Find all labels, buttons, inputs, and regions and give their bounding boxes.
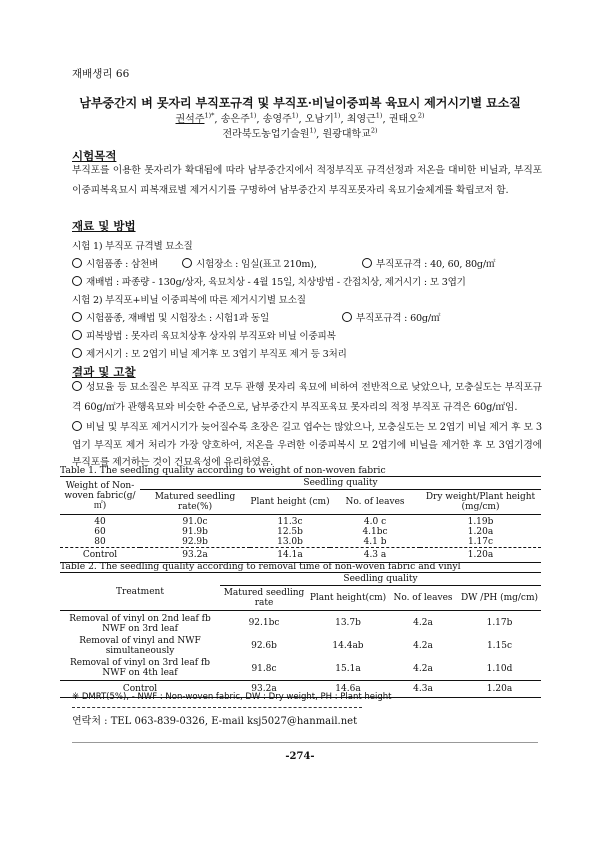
affiliation: 전라북도농업기술원$^{1)}$, 원광대학교$^{2)}$	[222, 126, 378, 140]
table2-group: Seedling quality	[220, 573, 541, 586]
exp2-cover-line	[72, 328, 336, 342]
author-mark: 1)	[375, 111, 383, 120]
table2	[60, 572, 541, 698]
table1-col-weight: Weight of Non-woven fabric(g/㎡)	[60, 477, 140, 515]
table1-cell: 1.17c	[420, 537, 541, 548]
table-row	[60, 611, 541, 636]
author-list: 권석주$^{1)*}$, 송은주$^{1)}$, 송영주$^{1)}$, 오남기$^{1)}$, 최영근$^{1)}$, 권태오$^{2)}$	[175, 111, 425, 125]
purpose-heading: 시험목적	[72, 149, 117, 163]
exp2-variety: 시험품종, 재배법 및 시험장소 : 시험1과 동일	[86, 313, 270, 324]
circle-bullet-icon	[342, 312, 352, 322]
circle-bullet-icon	[72, 330, 82, 340]
author-name: 권태오	[388, 114, 418, 125]
author-mark: 1)	[291, 111, 299, 120]
table1-cell: 93.2a	[140, 548, 250, 563]
author-name: 송영주	[262, 114, 292, 125]
circle-bullet-icon	[362, 258, 372, 268]
page-divider	[72, 742, 538, 743]
table2-col-dw: DW /PH (mg/cm)	[458, 586, 541, 611]
table1-col-dw: Dry weight/Plant height (mg/cm)	[420, 490, 541, 515]
author-mark: 2)	[417, 111, 425, 120]
exp1-variety-line	[72, 256, 158, 270]
exp2-cover: 피복방법 : 못자리 육묘치상후 상자위 부직포와 비닐 이중피복	[86, 331, 336, 342]
author-name: 오남기	[304, 114, 334, 125]
table1-cell: 4.3 a	[330, 548, 420, 563]
paper-title: 남부중간지 벼 못자리 부직포규격 및 부직포·비닐이중피복 육묘시 제거시기별 묘소질	[79, 96, 521, 110]
table2-cell: 91.8c	[220, 657, 308, 681]
affiliation-mark: 2)	[370, 126, 378, 135]
table2-cell: 92.6b	[251, 641, 277, 651]
exp1-spec-line	[362, 256, 495, 270]
table-row	[60, 527, 541, 537]
table1-cell: 4.1 b	[330, 537, 420, 548]
table2-cell: Control	[60, 681, 220, 698]
table1-cell: Control	[60, 548, 140, 563]
table1-cell: 11.3c	[277, 517, 303, 527]
circle-bullet-icon	[72, 381, 82, 391]
circle-bullet-icon	[72, 348, 82, 358]
table2-cell: 4.3a	[388, 681, 458, 698]
author-mark: 1)	[333, 111, 341, 120]
circle-bullet-icon	[72, 276, 82, 286]
table1-cell: 12.5b	[277, 527, 303, 537]
exp1-spec: 부직포규격 : 40, 60, 80g/㎡	[376, 259, 496, 270]
table-footnote: ※ DMRT(5%), - NWF : Non-woven fabric, DW : Dry weight, PH : Plant height	[72, 692, 392, 702]
affiliation-mark: 1)	[309, 126, 317, 135]
table2-cell: 15.1a	[308, 657, 388, 681]
author-mark: 1)	[249, 111, 257, 120]
circle-bullet-icon	[72, 421, 82, 431]
table1-cell: 4.1bc	[362, 527, 388, 537]
exp2-spec-line	[342, 310, 440, 324]
table1-cell: 91.9b	[182, 527, 208, 537]
table2-cell: Removal of vinyl on 2nd leaf fb NWF on 3rd leaf	[69, 614, 211, 634]
table2-cell: 1.17b	[486, 618, 513, 628]
table2-cell: 14.4ab	[332, 641, 364, 651]
table2-col-rate: Matured seedling rate	[220, 586, 308, 611]
author-name: 송은주	[220, 114, 250, 125]
table2-cell: Removal of vinyl and NWF simultaneously	[79, 636, 201, 656]
table2-cell: Removal of vinyl on 3rd leaf fb NWF on 4th leaf	[60, 657, 220, 681]
table1-cell: 13.0b	[250, 537, 330, 548]
table1-cell: 92.9b	[140, 537, 250, 548]
table1-cell: 1.20a	[467, 527, 494, 537]
exp1-title: 시험 1) 부직포 규격별 묘소질	[72, 241, 193, 252]
table1-cell: 80	[60, 537, 140, 548]
table2-cell: 93.2a	[220, 681, 308, 698]
table2-cell: 1.15c	[486, 641, 513, 651]
author-name: 권석주	[175, 114, 205, 125]
exp1-method: 재배법 : 파종량 - 130g/상자, 육묘치상 - 4월 15일, 치상방법 - 간접치상, 제거시기 : 모 3엽기	[86, 277, 466, 288]
table1	[60, 476, 541, 563]
table1-group: Seedling quality	[140, 477, 541, 490]
table2-col-height: Plant height(cm)	[308, 586, 388, 611]
table1-col-leaves: No. of leaves	[330, 490, 420, 515]
exp2-timing: 제거시기 : 모 2엽기 비닐 제거후 모 3엽기 부직포 제거 등 3처리	[86, 349, 347, 360]
table2-col-treat: Treatment	[60, 573, 220, 611]
circle-bullet-icon	[72, 312, 82, 322]
results-heading: 결과 및 고찰	[72, 365, 136, 379]
table2-cell: 4.2a	[388, 657, 458, 681]
result2-text: 비닐 및 부직포 제거시기가 늦어질수록 초장은 길고 엽수는 많았으나, 모충실도는 모 2엽기 비닐 제거 후 모 3엽기 부직포 제거 처리가 가장 양호하여, 저온을 우려한 이중피복시 모 2엽기에 비닐을 제거한 후 모 3엽기경에 부직포를 제거하는 것이 건묘육성에 유리하였음.	[72, 422, 542, 468]
result2	[72, 419, 542, 472]
author-mark: 1)*	[204, 111, 215, 120]
table-row	[60, 515, 541, 528]
table2-cell: 13.7b	[335, 618, 361, 628]
table2-cell: 1.10d	[458, 657, 541, 681]
author-name: 최영근	[346, 114, 376, 125]
table1-cell: 91.0c	[182, 517, 208, 527]
table2-cell: 4.2a	[413, 641, 433, 651]
exp2-title: 시험 2) 부직포+비닐 이중피복에 따른 제거시기별 묘소질	[72, 295, 306, 306]
affiliation-org: 전라북도농업기술원	[222, 129, 310, 140]
table1-col-rate: Matured seedling rate(%)	[140, 490, 250, 515]
exp2-spec: 부직포규격 : 60g/㎡	[356, 313, 441, 324]
dashed-divider	[72, 707, 362, 708]
table1-caption: Table 1. The seedling quality according to weight of non-woven fabric	[60, 465, 386, 476]
table2-cell: 1.20a	[458, 681, 541, 698]
section-tag: 재배생리 66	[72, 68, 130, 80]
table2-cell: 14.6a	[308, 681, 388, 698]
table-row	[60, 657, 541, 681]
table1-cell: 14.1a	[250, 548, 330, 563]
contact-info: 연락처 : TEL 063-839-0326, E-mail ksj5027@hanmail.net	[72, 716, 358, 727]
table1-cell: 1.20a	[420, 548, 541, 563]
table2-cell: 92.1bc	[248, 618, 280, 628]
page-number: -274-	[285, 751, 315, 762]
exp1-place-line	[182, 256, 317, 270]
table1-cell: 60	[94, 527, 106, 537]
table1-cell: 40	[94, 517, 106, 527]
result1-text: 성묘율 등 묘소질은 부직포 규격 모두 관행 못자리 육묘에 비하여 전반적으로 낮았으나, 모충실도는 부직포규격 60g/㎡가 관행육묘와 비슷한 수준으로, 남부중간지 부직포육묘 못자리의 적정 부직포 규격은 60g/㎡임.	[72, 382, 542, 413]
purpose-text: 부직포를 이용한 못자리가 확대됨에 따라 남부중간지에서 적정부직포 규격선정과 저온을 대비한 비닐과, 부직포 이중피복육묘시 피복재료별 제거시기를 구명하여 남부중간지 부직포못자리 육묘기술체계를 확립코저 함.	[72, 165, 542, 196]
exp1-method-line	[72, 274, 466, 288]
table-row	[60, 537, 541, 548]
result1	[72, 378, 542, 418]
table1-cell: 1.19b	[467, 517, 494, 527]
table2-cell: 4.2a	[413, 618, 433, 628]
exp1-variety: 시험품종 : 삼천벼	[86, 259, 159, 270]
affiliation-org: 원광대학교	[322, 129, 371, 140]
exp1-place: 시험장소 : 임실(표고 210m),	[196, 259, 317, 270]
table1-cell: 4.0 c	[363, 517, 387, 527]
exp2-timing-line	[72, 346, 347, 360]
table1-col-height: Plant height (cm)	[250, 490, 330, 515]
table-row	[60, 635, 541, 657]
table2-caption: Table 2. The seedling quality according to removal time of non-woven fabric and vinyl	[60, 561, 461, 572]
exp2-variety-line	[72, 310, 269, 324]
circle-bullet-icon	[182, 258, 192, 268]
circle-bullet-icon	[72, 258, 82, 268]
table2-col-leaves: No. of leaves	[388, 586, 458, 611]
methods-heading: 재료 및 방법	[72, 219, 136, 233]
